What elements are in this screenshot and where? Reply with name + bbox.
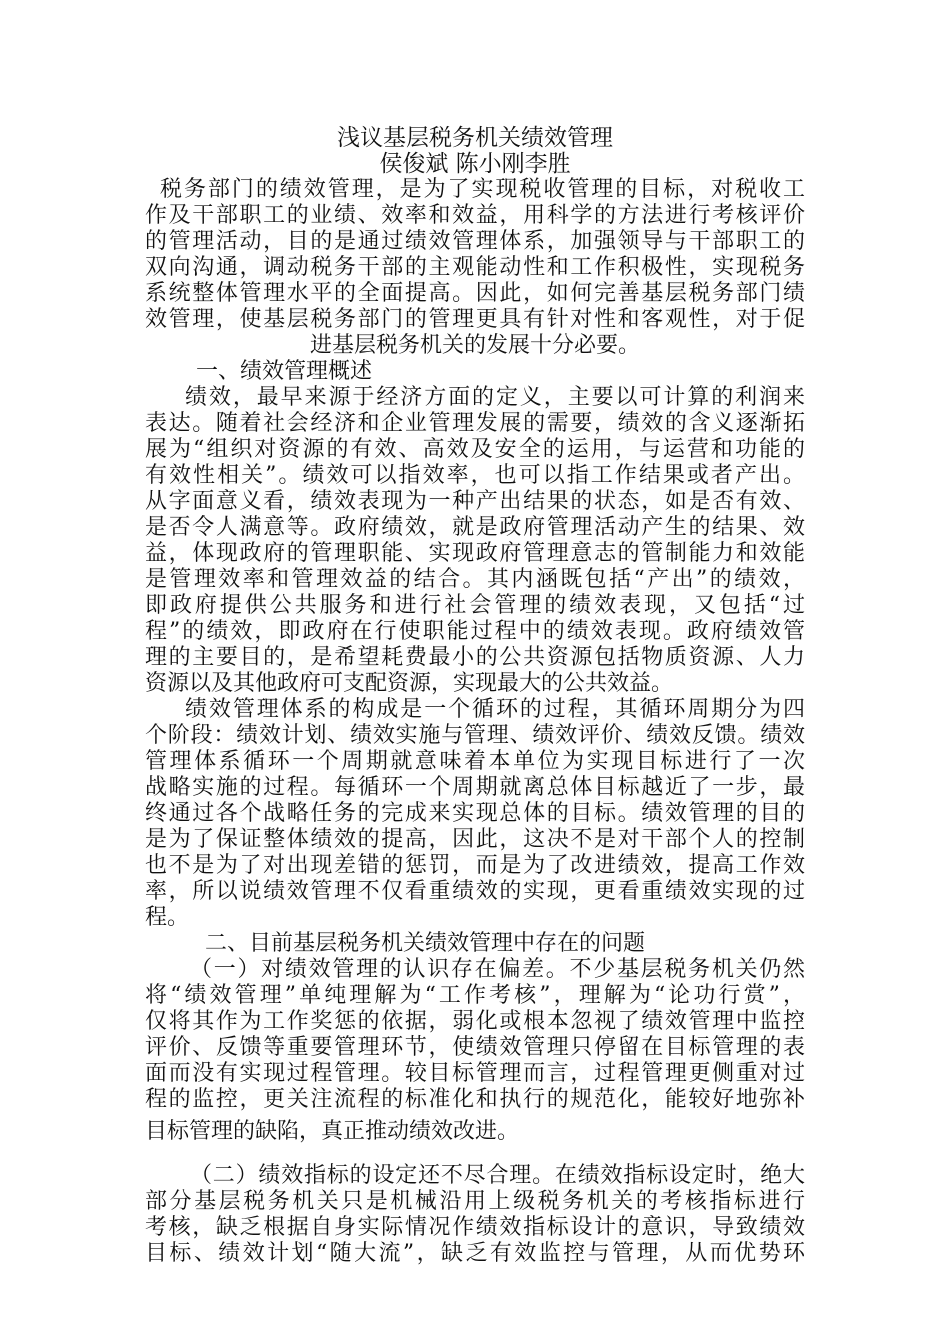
paragraph-line: 程”的绩效，即政府在行使职能过程中的绩效表现。政府绩效管 <box>145 619 805 644</box>
paragraph-line: 评价、反馈等重要管理环节，使绩效管理只停留在目标管理的表 <box>145 1035 805 1060</box>
paragraph-line: 绩效，最早来源于经济方面的定义，主要以可计算的利润来 <box>185 385 805 410</box>
paragraph-line: 目标管理的缺陷，真正推动绩效改进。 <box>145 1119 520 1144</box>
section2-heading: 二、目前基层税务机关绩效管理中存在的问题 <box>205 931 646 956</box>
intro-line: 的管理活动，目的是通过绩效管理体系，加强领导与干部职工的 <box>145 229 805 254</box>
paragraph-line: 是否令人满意等。政府绩效，就是政府管理活动产生的结果、效 <box>145 515 805 540</box>
intro-line: 税务部门的绩效管理，是为了实现税收管理的目标，对税收工 <box>160 177 805 202</box>
paragraph-line: （二）绩效指标的设定还不尽合理。在绩效指标设定时，绝大 <box>190 1163 805 1188</box>
document-title: 浅议基层税务机关绩效管理 <box>337 125 613 151</box>
paragraph-line: 考核，缺乏根据自身实际情况作绩效指标设计的意识，导致绩效 <box>145 1215 805 1240</box>
paragraph-line: 程的监控，更关注流程的标准化和执行的规范化，能较好地弥补 <box>145 1087 805 1112</box>
paragraph-line: 也不是为了对出现差错的惩罚，而是为了改进绩效，提高工作效 <box>145 853 805 878</box>
paragraph-line: 程。 <box>145 905 190 930</box>
paragraph-line: 目标、绩效计划“随大流”，缺乏有效监控与管理，从而优势环 <box>145 1241 805 1266</box>
paragraph-line: （一）对绩效管理的认识存在偏差。不少基层税务机关仍然 <box>190 957 805 982</box>
paragraph-line: 是为了保证整体绩效的提高，因此，这决不是对干部个人的控制 <box>145 827 805 852</box>
paragraph-line: 终通过各个战略任务的完成来实现总体的目标。绩效管理的目的 <box>145 801 805 826</box>
intro-line: 效管理，使基层税务部门的管理更具有针对性和客观性，对于促 <box>145 307 805 332</box>
intro-line: 双向沟通，调动税务干部的主观能动性和工作积极性，实现税务 <box>145 255 805 280</box>
paragraph-line: 部分基层税务机关只是机械沿用上级税务机关的考核指标进行 <box>145 1189 805 1214</box>
section1-heading: 一、绩效管理概述 <box>196 359 373 384</box>
intro-line: 作及干部职工的业绩、效率和效益，用科学的方法进行考核评价 <box>145 203 805 228</box>
paragraph-line: 仅将其作为工作奖惩的依据，弱化或根本忽视了绩效管理中监控 <box>145 1009 805 1034</box>
paragraph-line: 表达。随着社会经济和企业管理发展的需要，绩效的含义逐渐拓 <box>145 411 805 436</box>
paragraph-line: 即政府提供公共服务和进行社会管理的绩效表现，又包括“过 <box>145 593 805 618</box>
intro-line: 系统整体管理水平的全面提高。因此，如何完善基层税务部门绩 <box>145 281 805 306</box>
paragraph-line: 率，所以说绩效管理不仅看重绩效的实现，更看重绩效实现的过 <box>145 879 805 904</box>
paragraph-line: 从字面意义看，绩效表现为一种产出结果的状态，如是否有效、 <box>145 489 805 514</box>
document-authors: 侯俊斌 陈小刚李胜 <box>379 151 571 177</box>
paragraph-line: 是管理效率和管理效益的结合。其内涵既包括“产出”的绩效， <box>145 567 805 592</box>
paragraph-line: 面而没有实现过程管理。较目标管理而言，过程管理更侧重对过 <box>145 1061 805 1086</box>
paragraph-line: 绩效管理体系的构成是一个循环的过程，其循环周期分为四 <box>185 697 805 722</box>
paragraph-line: 资源以及其他政府可支配资源，实现最大的公共效益。 <box>145 671 674 696</box>
paragraph-line: 将“绩效管理”单纯理解为“工作考核”，理解为“论功行赏”， <box>145 983 805 1008</box>
paragraph-line: 理的主要目的，是希望耗费最小的公共资源包括物质资源、人力 <box>145 645 805 670</box>
paragraph-line: 益，体现政府的管理职能、实现政府管理意志的管制能力和效能 <box>145 541 805 566</box>
paragraph-line: 有效性相关”。绩效可以指效率，也可以指工作结果或者产出。 <box>145 463 805 488</box>
paragraph-line: 展为“组织对资源的有效、高效及安全的运用，与运营和功能的 <box>145 437 805 462</box>
paragraph-line: 管理体系循环一个周期就意味着本单位为实现目标进行了一次 <box>145 749 805 774</box>
paragraph-line: 战略实施的过程。每循环一个周期就离总体目标越近了一步，最 <box>145 775 805 800</box>
paragraph-line: 个阶段：绩效计划、绩效实施与管理、绩效评价、绩效反馈。绩效 <box>145 723 805 748</box>
intro-line: 进基层税务机关的发展十分必要。 <box>309 333 640 358</box>
